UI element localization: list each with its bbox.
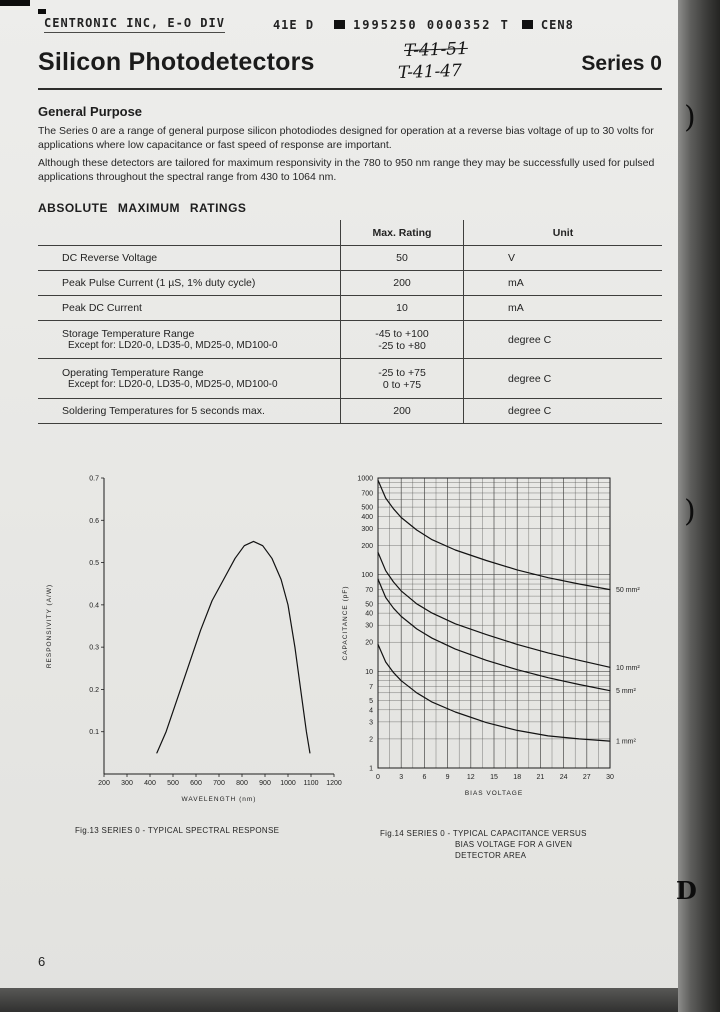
fig14-capacitance-chart [338,466,668,818]
svg-text:30: 30 [606,774,614,781]
series-label: Series 0 [581,52,662,75]
scan-artifact-paren: ) [684,494,696,529]
general-purpose-paragraph-2: Although these detectors are tailored for maximum responsivity in the 780 to 950 nm range they may be successfully used for pulsed applications throughout the spectral range from 430 to 1064 nm. [38,157,655,183]
svg-text:900: 900 [259,780,271,787]
table-row-rating: 200 [340,398,464,424]
svg-text:200: 200 [98,780,110,787]
svg-text:0.6: 0.6 [89,517,99,525]
svg-text:BIAS VOLTAGE: BIAS VOLTAGE [464,790,524,797]
scan-artifact-letter: D [676,876,697,905]
table-row-unit: mA [464,295,662,320]
svg-text:0.2: 0.2 [89,686,99,694]
general-purpose-paragraph-1: The Series 0 are a range of general purpose silicon photodiodes designed for operation at a reverse bias voltage of up to 30 volts for applications where low capacitance or fast speed of response are important. [38,125,654,151]
svg-text:WAVELENGTH (nm): WAVELENGTH (nm) [181,796,257,803]
table-header-empty [38,220,340,245]
svg-text:3: 3 [369,719,373,727]
svg-text:12: 12 [466,774,475,781]
table-row-label: Peak DC Current [38,295,340,320]
svg-text:200: 200 [361,543,373,551]
svg-text:0.3: 0.3 [89,644,99,652]
scan-bottom-edge-strip [0,988,720,1012]
header-company: CENTRONIC INC, E-O DIV [44,16,225,33]
svg-text:70: 70 [365,587,373,595]
scan-corner-mark [0,0,30,6]
scan-corner-mark [38,9,46,14]
svg-text:50: 50 [365,601,373,609]
table-row-unit: degree C [464,398,662,424]
table-row-rating: 200 [340,270,464,295]
svg-text:1100: 1100 [303,780,319,787]
svg-text:1000: 1000 [357,475,373,483]
svg-text:500: 500 [167,780,179,787]
page-number: 6 [38,954,46,969]
svg-text:3: 3 [399,774,404,781]
svg-text:6: 6 [422,774,427,781]
table-row-label: Peak Pulse Current (1 µS, 1% duty cycle) [38,270,340,295]
table-row-unit: degree C [464,320,662,358]
svg-text:5 mm²: 5 mm² [616,688,636,696]
table-row-rating: -45 to +100 -25 to +80 [340,320,464,358]
svg-text:15: 15 [490,774,498,781]
svg-text:1000: 1000 [280,780,296,787]
svg-text:7: 7 [369,683,373,691]
svg-text:50 mm²: 50 mm² [616,587,640,595]
table-row-label: Soldering Temperatures for 5 seconds max. [38,398,340,424]
table-row-rating: -25 to +75 0 to +75 [340,358,464,398]
table-row-label: Storage Temperature Range Except for: LD20-0, LD35-0, MD25-0, MD100-0 [38,320,340,358]
svg-text:500: 500 [361,504,373,512]
svg-text:4: 4 [369,707,373,715]
svg-text:5: 5 [369,697,373,705]
table-row-unit: degree C [464,358,662,398]
svg-text:30: 30 [365,622,373,630]
svg-text:0.5: 0.5 [89,560,99,568]
svg-text:10 mm²: 10 mm² [616,664,640,672]
scan-artifact-paren: ) [684,100,696,135]
svg-text:1: 1 [369,765,373,773]
barcode-square-icon [334,20,345,29]
general-purpose-heading: General Purpose [38,104,143,119]
table-row-unit: V [464,245,662,270]
table-row-label: DC Reverse Voltage [38,245,340,270]
svg-text:2: 2 [369,736,373,744]
svg-text:CAPACITANCE (pF): CAPACITANCE (pF) [342,585,349,661]
title-rule [38,88,662,90]
svg-text:300: 300 [361,526,373,534]
svg-text:700: 700 [361,490,373,498]
svg-text:9: 9 [445,774,450,781]
handwritten-note-1: T-41-51 [403,38,469,62]
svg-text:27: 27 [582,774,591,781]
header-code: 41E D [272,17,315,32]
table-row-label: Operating Temperature Range Except for: LD20-0, LD35-0, MD25-0, MD100-0 [38,358,340,398]
table-header-max-rating: Max. Rating [340,220,464,245]
ratings-table [38,220,662,424]
svg-text:24: 24 [559,774,568,781]
svg-text:10: 10 [365,668,373,676]
barcode-square-icon [522,20,533,29]
svg-text:18: 18 [513,774,522,781]
ratings-heading: ABSOLUTE MAXIMUM RATINGS [38,201,247,215]
header-doc-number: 1995250 0000352 T [353,17,510,32]
svg-text:0: 0 [376,774,380,781]
fig13-spectral-response-chart [42,466,352,818]
svg-text:20: 20 [365,639,373,647]
svg-text:600: 600 [190,780,202,787]
svg-text:0.1: 0.1 [89,729,99,737]
handwritten-note-2: T-41-47 [397,60,463,84]
header-suffix: CEN8 [540,17,574,32]
svg-text:40: 40 [365,610,373,618]
svg-text:1 mm²: 1 mm² [616,738,636,746]
svg-text:0.4: 0.4 [89,602,99,610]
page-title: Silicon Photodetectors [38,48,315,76]
svg-text:100: 100 [361,572,373,580]
table-header-unit: Unit [552,226,574,239]
svg-text:1200: 1200 [326,780,342,787]
svg-text:700: 700 [213,780,225,787]
table-row-rating: 10 [340,295,464,320]
svg-text:21: 21 [536,774,545,781]
table-row-unit: mA [464,270,662,295]
fig14-caption: Fig.14 SERIES 0 - TYPICAL CAPACITANCE VERSUS BIAS VOLTAGE FOR A GIVEN DETECTOR AREA [380,829,587,860]
svg-text:0.7: 0.7 [89,475,99,483]
scan-header [44,16,574,33]
svg-text:RESPONSIVITY (A/W): RESPONSIVITY (A/W) [46,583,53,669]
fig13-caption: Fig.13 SERIES 0 - TYPICAL SPECTRAL RESPONSE [75,826,280,835]
table-row-rating: 50 [340,245,464,270]
svg-text:400: 400 [361,513,373,521]
svg-text:300: 300 [121,780,133,787]
svg-text:800: 800 [236,780,248,787]
svg-text:400: 400 [144,780,156,787]
